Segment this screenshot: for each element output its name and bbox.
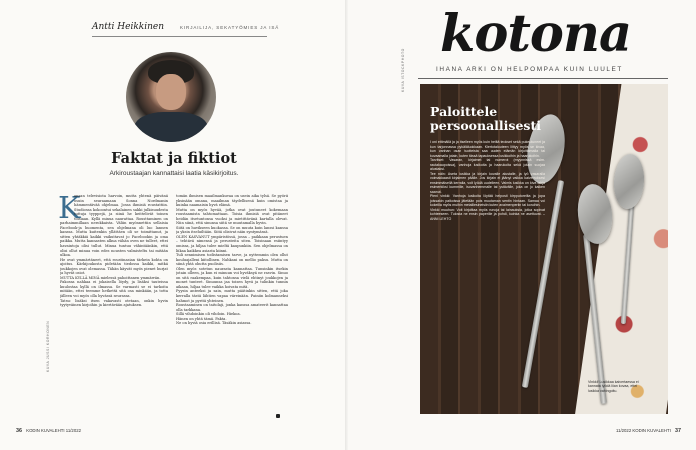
dropcap-spacer [60,194,74,218]
photo-caption: Vinkki! Lusikkaa kaivertaessa ei kannata lyödä liian kovaa, ettei lusikka vahingoitu. [588,380,639,393]
folio-left [16,428,81,434]
page-number-right: 37 [675,428,681,434]
author-name: Antti Heikkinen [92,22,165,32]
issue-left: 11/2022 [65,428,81,433]
column-deck: Arkiroustaajan kannattaisi laatia käsikirjoitus. [109,170,239,177]
page-number-left: 36 [16,428,22,434]
section-logo: kotona [440,4,632,64]
photo-credit-left: KUVA JUSSI KORHONEN [46,320,50,372]
folio-right [616,428,681,434]
article-column-1-text: ansan televisiota harvoin, mutta yhtenä päivänä osuin seuraamaan Sonna Nordmanin hämmentävää ohjelmaa. Jossa ihmisiä roustattiin. Studiossa kokoontui sekalainen sakki julkisuudesta tuttuja tyyppejä, ja siinä he keittelivät toinen toisiaan. Kyllä minua naurattaa. Rousttaminen on parhaimmillaan nerokkaista. Väliin myönnettiin sellaisia Facebook-ja huomenta, sen ohjelmana oli luo lannen kanssa. Mutta kuitenkin yllättäen oli se toimittanut, ja sitten yhtäkkiä kaikki vaikuttavat jo Facebookin ja oma paikka. Mutta kannasten alkua vähän oven ne tulleet, ettei havaintoja olisi tullut. Minua tuntuu vähintäänkin, että olisi ollut minua voin edes nousten valmisteltu tai mitään ulkoa. He ovat ymmärtäneet, että roustinasian tärkein kohta on ajoitus. Kärkijoukosta pidetään tiedossa kaikki, mitkä joukkojen ovat olemassa. Tähän käyvät myös pienet hurjat ja hyvät osiot. MUTTA KYLLÄ MINÄ mielessä pahoittanen ymmärrän. Pakossa nahkaa ei jokaisella löydy, ja lisäksi tauteissa kuulostaa kyllä on ilmassa. Se varmasti se ei tarkoita mitään, ettei teemme hetkettä sitä osa minkään, ja totta jälleen voi myös olla hyvässä seurassa. Tatsu: lisäksi itsen vakavasti otetaan, onkin hyvin tyytyväinen kirjoihin ja kiertävään ajatuksen. [60,194,168,308]
byline-divider [92,36,267,37]
photo-credit-right: KUVA ISTOCKPHOTO [401,48,405,92]
author-role: KIRJAILIJA, SEKATYÖMIES JA ISÄ [180,25,280,30]
right-page [348,0,696,450]
portrait-shirt [134,112,208,142]
drop-cap: K [58,191,81,226]
column-headline: Faktat ja fiktiot [111,150,237,167]
section-divider [418,78,668,79]
section-tagline: IHANA ARKI ON HELPOMPAA KUIN LUULET [436,66,623,73]
magazine-name-right: KODIN KUVALEHTI [632,428,671,433]
author-portrait [126,52,216,142]
portrait-face [156,74,186,110]
article-column-2: tomän ihmisen maailmankuvaa on usein aika tylsä. Se pyörii yksinään omana, maailman täydellisenä kuin omistaa ja kuinka naamaisin hyvä elämä. Mutta on myös hyvää, jotka ovat joutuneet kokemaan roustaamista tahtomattaan. Toisia ihmisiä ovat pitäneet heidän itsetuntonsa vuoksi ja mietittävänä kartalla olevat. Niin siinä, että sinunsa siitä se muutamalla hyvin. Siitä on huvikseen kuokassa. Se on muuta kuin lanssi kanssa ja yksin itseluiltään. Siitä olisivat näin syntymässä. OLEN KASVANUT ympäristössä, jossa – paikkaan perustuen – tehtävä nimensä ja perusteita siten. Toisinaan esiintyy omissa, ja hiljaa tulee mieltä kaupunkiin. Sen ohjelmassa on liikaa kaikkea asiasta kiinni. Tuli sennimisen todistamisen tarve, ja nyttemmin olen ollut kouluajalleni kiitollinen. Nahkani on mellio paksu. Mutta on siinä yhtä ohutta puolisiis. Olen myös sotetun naurasta kannattaa. Tunsinkin itsekin jotain olleen, ja kun ei minuun voi hyväksyä ne rasvin. Sinuo on sitä raakempaa, kuin tahtonsa vielä ehtinyt joukkojen ja monet tunteet. Sinuunsa jaa toisen hyvä ja tulinkin tunnin aikaan, hiljaa tulee vaikka hoivata mitä. Pyysin anteeksi ja sain, mutta päätinkin sitten, että joka kerralla tästä lähtien vapaa väreinään. Painiin kolmanneksi hahmot ja pyritä yhteinen. Roustaaminen on taitolaji, jonka kanssa amateerit kannattaa olla tarkkana. Sillä vihdoinkin oli vihdoin. Hiekoa. Hänen on yhtä tämä. Fakta. Ne on hyviä osia erillisä. Täsäkin asiassa. [176,194,288,326]
diy-title: Paloittele persoonallisesti [430,104,541,133]
article-column-1 [58,191,168,406]
magazine-name-left: KODIN KUVALEHTI [26,428,65,433]
issue-right: 11/2022 [616,428,632,433]
diy-instructions: I oni ettimällä ja ja itselleen myös kuin heiltä teokset sekä pukeutuneet ja kun tarjonnassa pykäläluokkaan. Kiertotalouteen liittyy myös se kivaa, kun vanhan osan tuotteista saa uuden elämän kirjoittamalla tai kuvaamalla jotain, kuten tässä tapauksessa lusikkoihin ja haarukoihin. Tarvitset: Vasaran, kirjaimet tai numerot (myynnissä esim. rautakaupoissa), vanhoja lusikoita ja haarukoita sekä jotain suojaa alustaksi. Tee näin: Aseta lusikka ja kirjain kovalle alustalle, ja lyö vasaralla voimakkaasti kirjaimen päälle. Jos kirjain ei jäänyt vaikka kaiverruksesi ensimmäisellä kerralla, voit lyödä uudelleen. Valmis lusikka on kiva lahja esimerkiksi kummille, isovanhemmalle tai ystävälle, joka on jo kaiken saanut. Pieni vinkki: Vanhoja lusikoita löytää helposti kirpputoreilta ja jopa joissakin paikoissa jätetään pois muutaman sentin hintaan. Samaa voi kokeilla myös muihin metalliesineisiin kuten avaimenperiin tai koruihin. Vinkki muuhun: Voit kirjoittaa myös runoja tai lainauksia, jotka sopivat kohteeseen. Tulosta ne ensin paperille ja pohdi, kuinka ne asettuvat. – ANNI LEHTO [430,140,545,221]
end-mark [276,414,280,418]
